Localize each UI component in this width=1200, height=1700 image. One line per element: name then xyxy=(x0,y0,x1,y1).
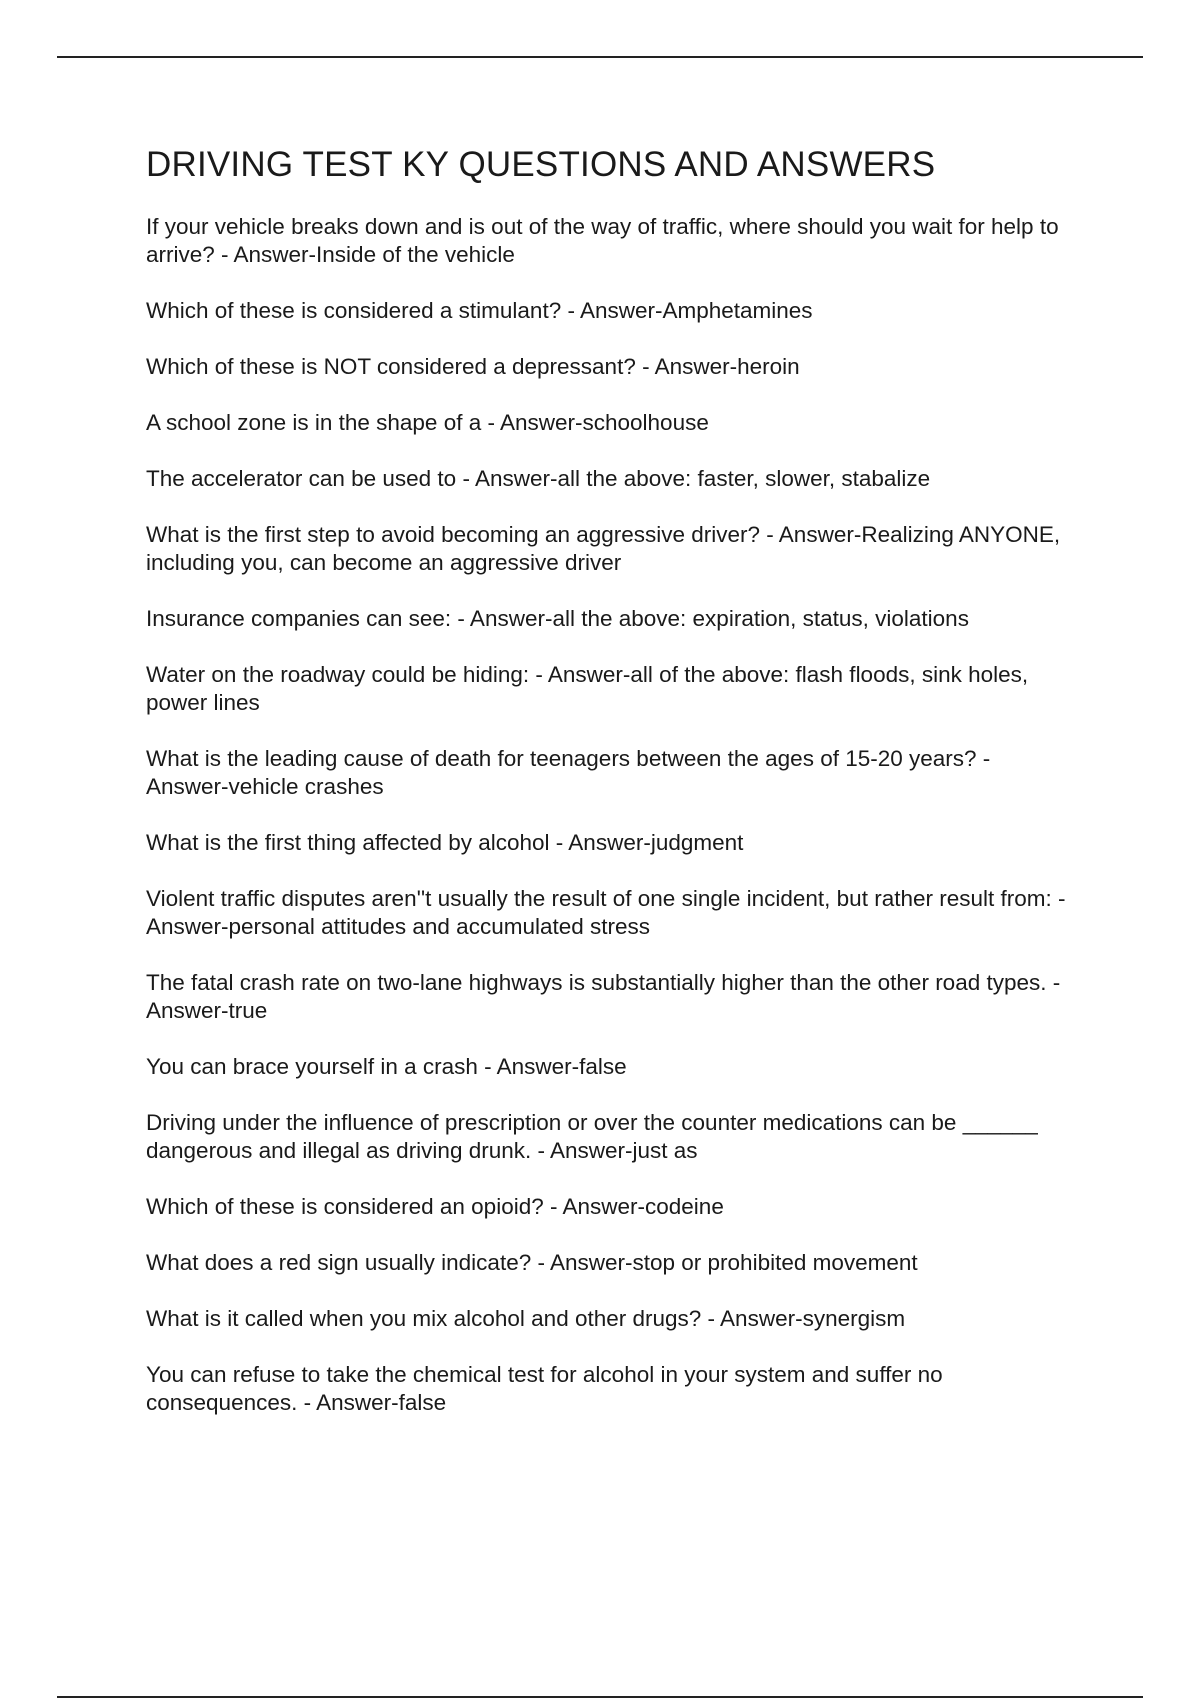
qa-item: Water on the roadway could be hiding: - Answer-all of the above: flash floods, sink holes, power lines xyxy=(146,662,1029,715)
qa-item: What is the first thing affected by alcohol - Answer-judgment xyxy=(146,830,744,855)
qa-item: You can brace yourself in a crash - Answer-false xyxy=(146,1054,627,1079)
qa-item: What is the first step to avoid becoming an aggressive driver? - Answer-Realizing ANYONE, including you, can become an aggressive driver xyxy=(146,522,1061,575)
qa-item: You can refuse to take the chemical test for alcohol in your system and suffer no consequences. - Answer-false xyxy=(146,1362,943,1415)
document-body xyxy=(146,143,1066,1445)
qa-item: What does a red sign usually indicate? - Answer-stop or prohibited movement xyxy=(146,1250,918,1275)
qa-item: Which of these is considered a stimulant? - Answer-Amphetamines xyxy=(146,298,813,323)
qa-item: Violent traffic disputes aren''t usually the result of one single incident, but rather result from: - Answer-personal attitudes and accumulated stress xyxy=(146,886,1066,939)
qa-list xyxy=(146,213,1066,1417)
qa-item: If your vehicle breaks down and is out of the way of traffic, where should you wait for help to arrive? - Answer-Inside of the vehicle xyxy=(146,214,1059,267)
qa-item: The fatal crash rate on two-lane highways is substantially higher than the other road types. - Answer-true xyxy=(146,970,1061,1023)
qa-item: A school zone is in the shape of a - Answer-schoolhouse xyxy=(146,410,709,435)
qa-item: What is it called when you mix alcohol and other drugs? - Answer-synergism xyxy=(146,1306,906,1331)
qa-item: Which of these is considered an opioid? - Answer-codeine xyxy=(146,1194,724,1219)
qa-item: The accelerator can be used to - Answer-all the above: faster, slower, stabalize xyxy=(146,466,931,491)
qa-item: What is the leading cause of death for teenagers between the ages of 15-20 years? - Answer-vehicle crashes xyxy=(146,746,991,799)
qa-item: Insurance companies can see: - Answer-all the above: expiration, status, violations xyxy=(146,606,969,631)
bottom-divider xyxy=(57,1696,1143,1698)
qa-item: Driving under the influence of prescription or over the counter medications can be ______ dangerous and illegal as driving drunk. - Answer-just as xyxy=(146,1110,1038,1163)
page-title: DRIVING TEST KY QUESTIONS AND ANSWERS xyxy=(146,145,936,184)
top-divider xyxy=(57,56,1143,58)
qa-item: Which of these is NOT considered a depressant? - Answer-heroin xyxy=(146,354,800,379)
